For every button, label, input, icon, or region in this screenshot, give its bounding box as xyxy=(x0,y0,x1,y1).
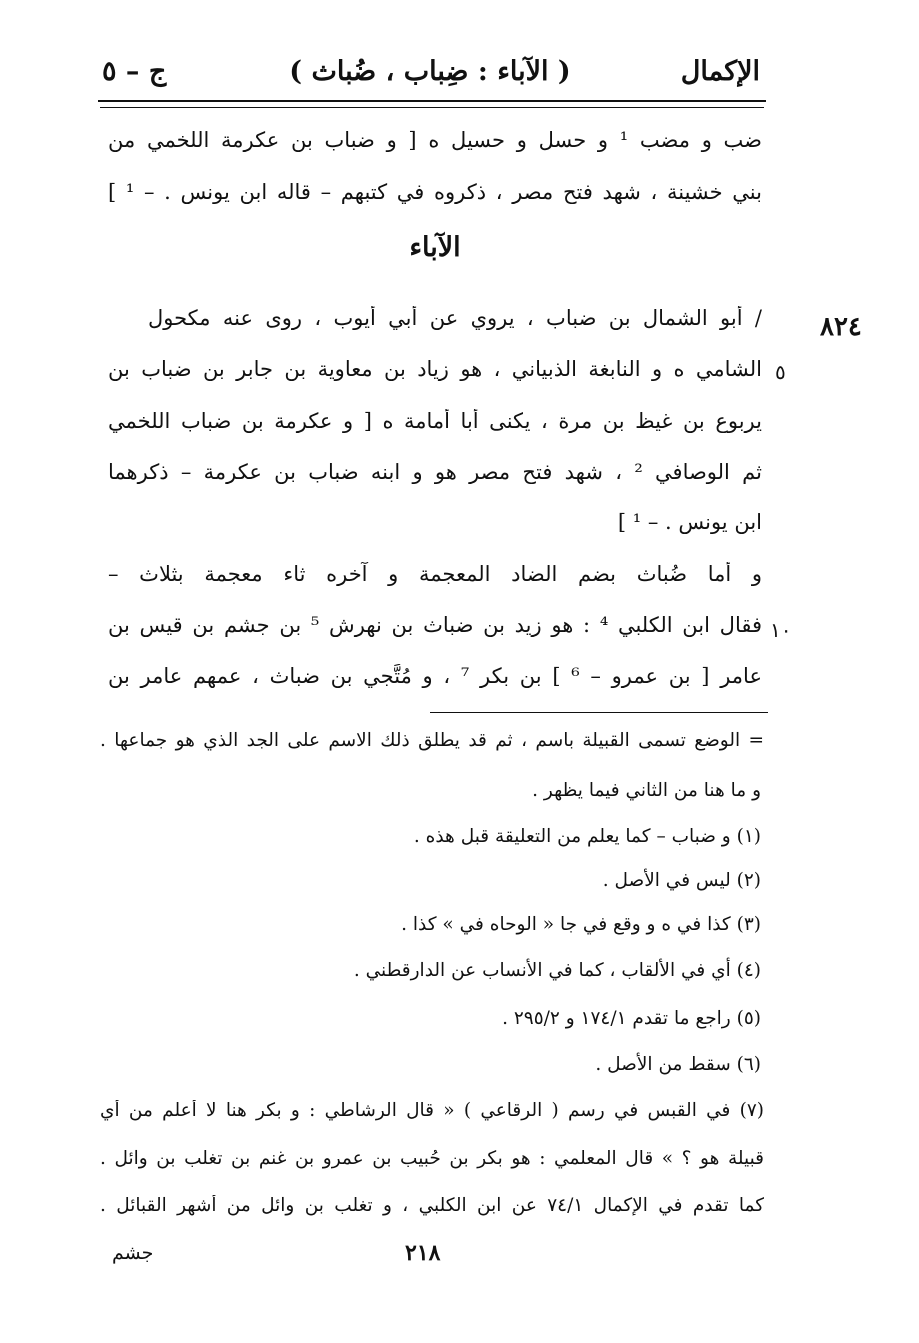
footnote-line: و ما هنا من الثاني فيما يظهر . xyxy=(532,780,761,801)
entry-number: ٨٢٤ xyxy=(820,312,862,342)
line-number-10: ١٠ xyxy=(770,618,792,642)
text-line: ضب و مضب ¹ و حسل و حسيل ه [ و ضباب بن عكرمة اللخمي من xyxy=(108,128,762,152)
footnote-rule xyxy=(430,712,768,713)
text-line: / أبو الشمال بن ضباب ، يروي عن أبي أيوب ، روى عنه مكحول xyxy=(148,306,762,330)
text-line: عامر [ بن عمرو – ⁶ ] بن بكر ⁷ ، و مُتَّجي بن ضباث ، عمهم عامر بن xyxy=(108,664,762,688)
footnote-4: (٤) أي في الألقاب ، كما في الأنساب عن الدارقطني . xyxy=(353,960,761,981)
header-topic: ( الآباء : ضِباب ، ضُباث ) xyxy=(289,56,571,87)
header-volume: ج – ٥ xyxy=(102,56,167,87)
footnote-7-cont: قبيلة هو ؟ » قال المعلمي : هو بكر بن حُبيب بن عمرو بن غنم بن تغلب بن وائل . xyxy=(100,1148,764,1169)
text-line: الشامي ه و النابغة الذبياني ، هو زياد بن معاوية بن جابر بن ضباب بن xyxy=(108,357,762,381)
catchword: جشم xyxy=(112,1242,154,1264)
footnote-7: (٧) في القبس في رسم ( الرقاعي ) « قال الرشاطي : و بكر هنا لا أعلم من أي xyxy=(100,1100,764,1121)
page-number: ٢١٨ xyxy=(405,1240,441,1266)
main-text xyxy=(108,0,762,1343)
text-line: ابن يونس . – ¹ ] xyxy=(617,510,762,534)
text-line: ثم الوصافي ² ، شهد فتح مصر هو و ابنه ضباب بن عكرمة – ذكرهما xyxy=(108,460,762,484)
text-line: و أما ضُباث بضم الضاد المعجمة و آخره ثاء معجمة بثلاث – xyxy=(108,562,762,586)
footnote-1: (١) و ضباب – كما يعلم من التعليقة قبل هذه . xyxy=(413,826,761,847)
footnote-2: (٢) ليس في الأصل . xyxy=(602,870,761,891)
footnote-line: = الوضع تسمى القبيلة باسم ، ثم قد يطلق ذلك الاسم على الجد الذي هو جماعها . xyxy=(100,730,764,751)
footnote-5: (٥) راجع ما تقدم ١٧٤/١ و ٢٩٥/٢ . xyxy=(502,1008,761,1029)
text-line: فقال ابن الكلبي ⁴ : هو زيد بن ضباث بن نهرش ⁵ بن جشم بن قيس بن xyxy=(108,613,762,637)
line-number-5: ٥ xyxy=(775,360,786,384)
text-line: بني خشينة ، شهد فتح مصر ، ذكروه في كتبهم – قاله ابن يونس . – ¹ ] xyxy=(108,180,762,204)
footnote-6: (٦) سقط من الأصل . xyxy=(595,1054,761,1075)
section-title: الآباء xyxy=(409,232,461,263)
header-book-title: الإكمال xyxy=(680,56,760,87)
footnote-3: (٣) كذا في ه و وقع في جا « الوحاه في » كذا . xyxy=(401,914,761,935)
text-line: يربوع بن غيظ بن مرة ، يكنى أبا أمامة ه [ و عكرمة بن ضباب اللخمي xyxy=(108,409,762,433)
footnote-7-cont: كما تقدم في الإكمال ٧٤/١ عن ابن الكلبي ، و تغلب بن وائل من أشهر القبائل . xyxy=(100,1195,764,1216)
